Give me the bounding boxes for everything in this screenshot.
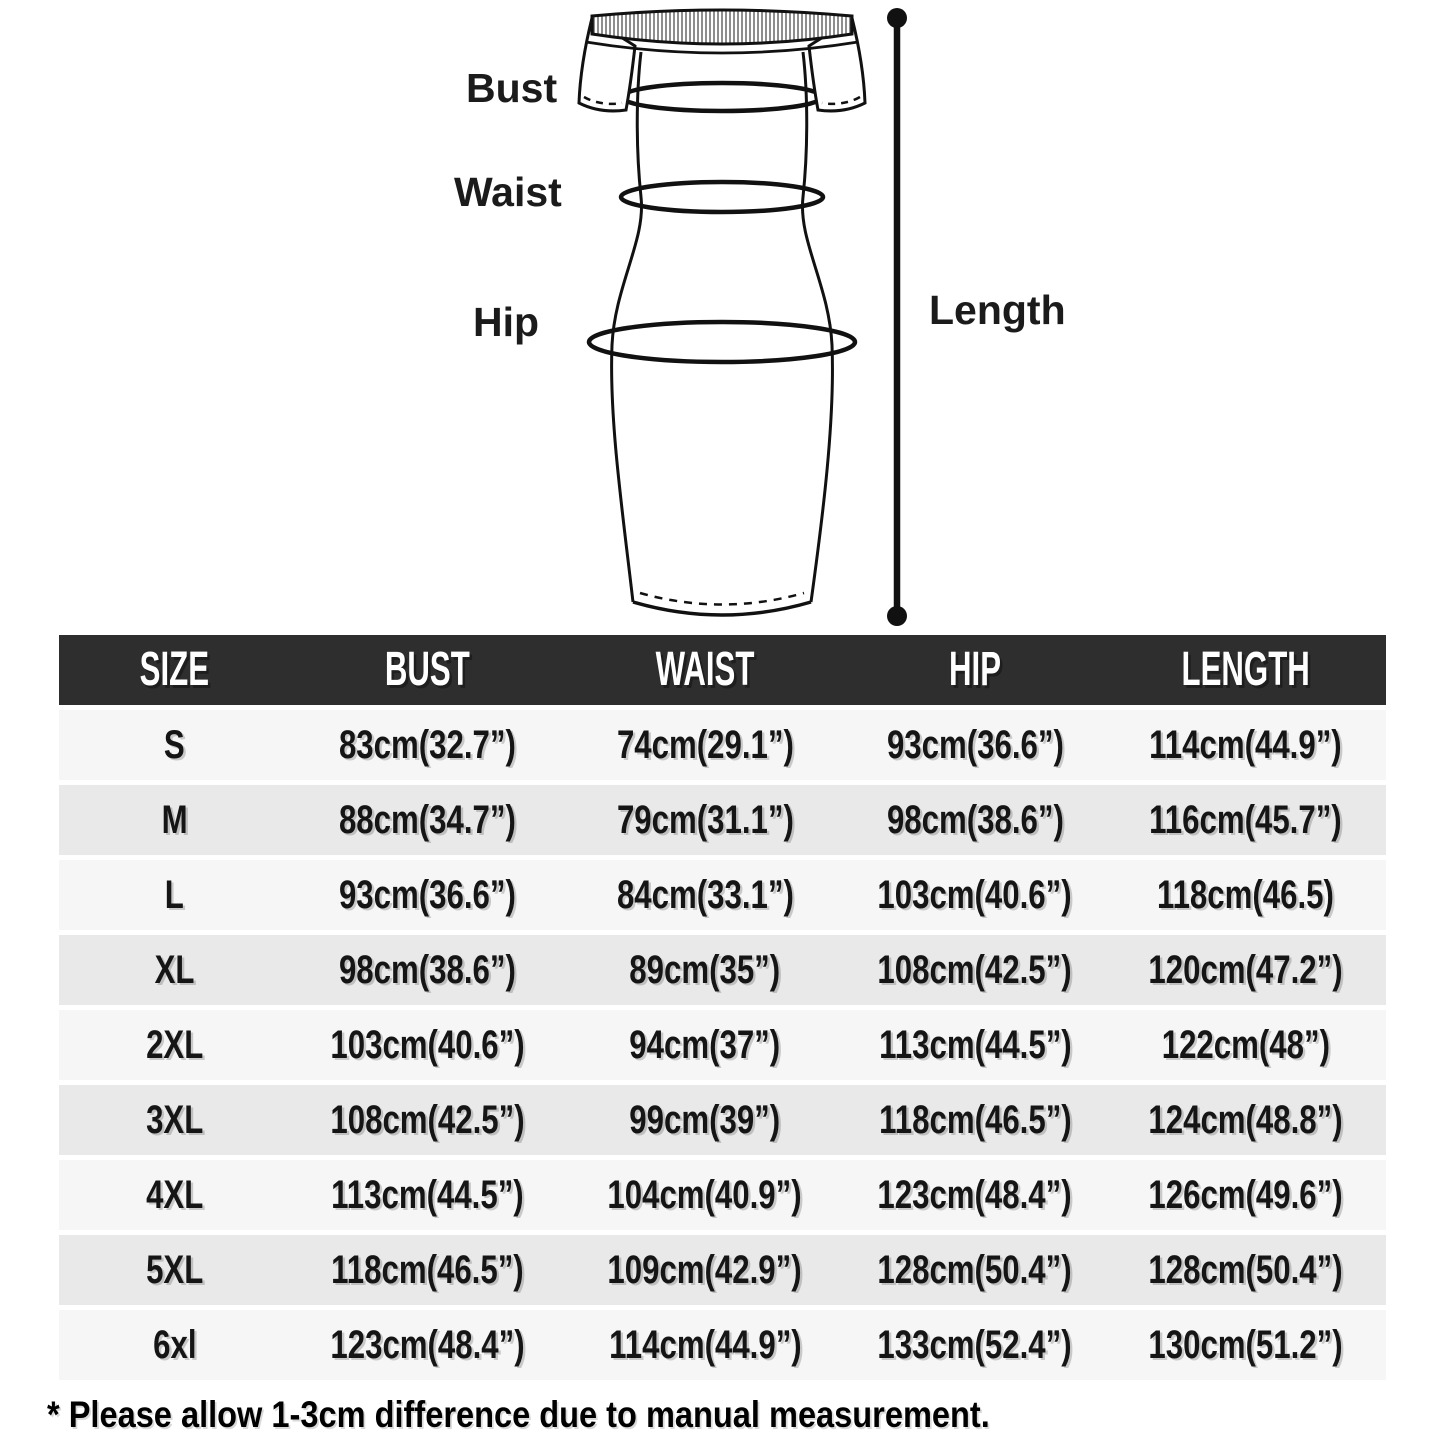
waist-label: Waist xyxy=(454,169,562,215)
header-size-label: SIZE xyxy=(139,643,210,696)
size-value: M xyxy=(161,798,188,842)
hip-label: Hip xyxy=(473,299,540,345)
cell-waist xyxy=(565,950,845,990)
cell-length xyxy=(1105,725,1386,765)
size-value: 5XL xyxy=(145,1248,204,1292)
header-cell-waist xyxy=(565,643,845,696)
cell-length xyxy=(1105,1250,1386,1290)
cell-length xyxy=(1105,1100,1386,1140)
waist-value: 104cm(40.9”) xyxy=(607,1173,803,1217)
cell-size xyxy=(59,1100,290,1140)
waist-value: 74cm(29.1”) xyxy=(616,723,794,767)
hip-value: 108cm(42.5”) xyxy=(877,948,1073,992)
cell-hip xyxy=(845,800,1105,840)
cell-bust xyxy=(290,1250,565,1290)
cell-hip xyxy=(845,1100,1105,1140)
waist-value: 89cm(35”) xyxy=(629,948,781,992)
length-value: 122cm(48”) xyxy=(1161,1023,1330,1067)
length-value: 114cm(44.9”) xyxy=(1149,723,1342,767)
dress-body-fill xyxy=(612,52,833,615)
table-row-4xl xyxy=(59,1160,1386,1230)
cell-hip xyxy=(845,950,1105,990)
cell-size xyxy=(59,1175,290,1215)
cell-size xyxy=(59,1250,290,1290)
hip-value: 113cm(44.5”) xyxy=(878,1023,1072,1067)
cell-waist xyxy=(565,800,845,840)
table-row-m xyxy=(59,785,1386,855)
hip-value: 98cm(38.6”) xyxy=(886,798,1064,842)
cell-bust xyxy=(290,875,565,915)
cell-length xyxy=(1105,1025,1386,1065)
cell-waist xyxy=(565,1325,845,1365)
table-row-2xl xyxy=(59,1010,1386,1080)
bust-value: 113cm(44.5”) xyxy=(331,1173,524,1217)
length-value: 124cm(48.8”) xyxy=(1148,1098,1343,1142)
bust-value: 123cm(48.4”) xyxy=(330,1323,525,1367)
hip-value: 118cm(46.5”) xyxy=(878,1098,1072,1142)
hip-value: 133cm(52.4”) xyxy=(877,1323,1073,1367)
table-row-l xyxy=(59,860,1386,930)
length-line xyxy=(887,8,907,626)
length-value: 126cm(49.6”) xyxy=(1148,1173,1343,1217)
header-length-label: LENGTH xyxy=(1181,643,1310,696)
bust-value: 118cm(46.5”) xyxy=(331,1248,524,1292)
neckline-band xyxy=(592,10,852,44)
header-cell-hip xyxy=(845,643,1105,696)
header-hip-label: HIP xyxy=(948,643,1001,696)
size-table xyxy=(59,635,1386,1380)
size-value: 3XL xyxy=(145,1098,204,1142)
cell-waist xyxy=(565,725,845,765)
waist-value: 94cm(37”) xyxy=(629,1023,781,1067)
size-value: XL xyxy=(154,948,195,992)
waist-value: 99cm(39”) xyxy=(629,1098,781,1142)
cell-hip xyxy=(845,875,1105,915)
length-label: Length xyxy=(929,287,1066,333)
cell-bust xyxy=(290,1100,565,1140)
cell-waist xyxy=(565,1250,845,1290)
cell-length xyxy=(1105,1325,1386,1365)
bust-label: Bust xyxy=(466,65,558,111)
table-row-6xl xyxy=(59,1310,1386,1380)
waist-value: 79cm(31.1”) xyxy=(616,798,794,842)
hip-value: 128cm(50.4”) xyxy=(877,1248,1073,1292)
bust-value: 93cm(36.6”) xyxy=(339,873,516,917)
header-cell-length xyxy=(1105,643,1386,696)
table-row-xl xyxy=(59,935,1386,1005)
length-value: 128cm(50.4”) xyxy=(1148,1248,1343,1292)
cell-bust xyxy=(290,1025,565,1065)
table-row-s xyxy=(59,710,1386,780)
cell-length xyxy=(1105,875,1386,915)
cell-hip xyxy=(845,1025,1105,1065)
hip-value: 93cm(36.6”) xyxy=(886,723,1064,767)
measurement-footnote: * Please allow 1-3cm difference due to manual measurement. xyxy=(47,1394,990,1435)
dress-diagram xyxy=(0,0,1445,640)
table-row-5xl xyxy=(59,1235,1386,1305)
length-value: 120cm(47.2”) xyxy=(1148,948,1343,992)
hip-value: 103cm(40.6”) xyxy=(877,873,1073,917)
bust-value: 108cm(42.5”) xyxy=(330,1098,525,1142)
cell-bust xyxy=(290,800,565,840)
waist-value: 114cm(44.9”) xyxy=(608,1323,802,1367)
size-value: L xyxy=(164,873,185,917)
header-cell-size xyxy=(59,643,290,696)
waist-value: 109cm(42.9”) xyxy=(607,1248,803,1292)
hip-value: 123cm(48.4”) xyxy=(877,1173,1073,1217)
cell-bust xyxy=(290,1175,565,1215)
cell-length xyxy=(1105,1175,1386,1215)
length-value: 130cm(51.2”) xyxy=(1148,1323,1343,1367)
cell-bust xyxy=(290,1325,565,1365)
bust-value: 83cm(32.7”) xyxy=(339,723,516,767)
table-row-3xl xyxy=(59,1085,1386,1155)
cell-waist xyxy=(565,875,845,915)
length-value: 116cm(45.7”) xyxy=(1149,798,1342,842)
bust-value: 98cm(38.6”) xyxy=(339,948,516,992)
header-bust-label: BUST xyxy=(385,643,470,696)
cell-size xyxy=(59,725,290,765)
cell-length xyxy=(1105,950,1386,990)
length-value: 118cm(46.5) xyxy=(1157,873,1334,917)
cell-hip xyxy=(845,725,1105,765)
bust-value: 88cm(34.7”) xyxy=(339,798,516,842)
table-header-row xyxy=(59,635,1386,705)
cell-size xyxy=(59,950,290,990)
size-value: 4XL xyxy=(145,1173,204,1217)
cell-waist xyxy=(565,1175,845,1215)
cell-size xyxy=(59,875,290,915)
cell-hip xyxy=(845,1175,1105,1215)
size-value: 2XL xyxy=(145,1023,204,1067)
cell-bust xyxy=(290,725,565,765)
cell-hip xyxy=(845,1250,1105,1290)
cell-length xyxy=(1105,800,1386,840)
size-value: S xyxy=(164,723,185,767)
header-cell-bust xyxy=(290,643,565,696)
bust-value: 103cm(40.6”) xyxy=(330,1023,525,1067)
waist-value: 84cm(33.1”) xyxy=(616,873,794,917)
cell-size xyxy=(59,1325,290,1365)
cell-waist xyxy=(565,1025,845,1065)
header-waist-label: WAIST xyxy=(655,643,755,696)
cell-hip xyxy=(845,1325,1105,1365)
cell-bust xyxy=(290,950,565,990)
cell-size xyxy=(59,800,290,840)
cell-waist xyxy=(565,1100,845,1140)
cell-size xyxy=(59,1025,290,1065)
size-value: 6xl xyxy=(152,1323,197,1367)
